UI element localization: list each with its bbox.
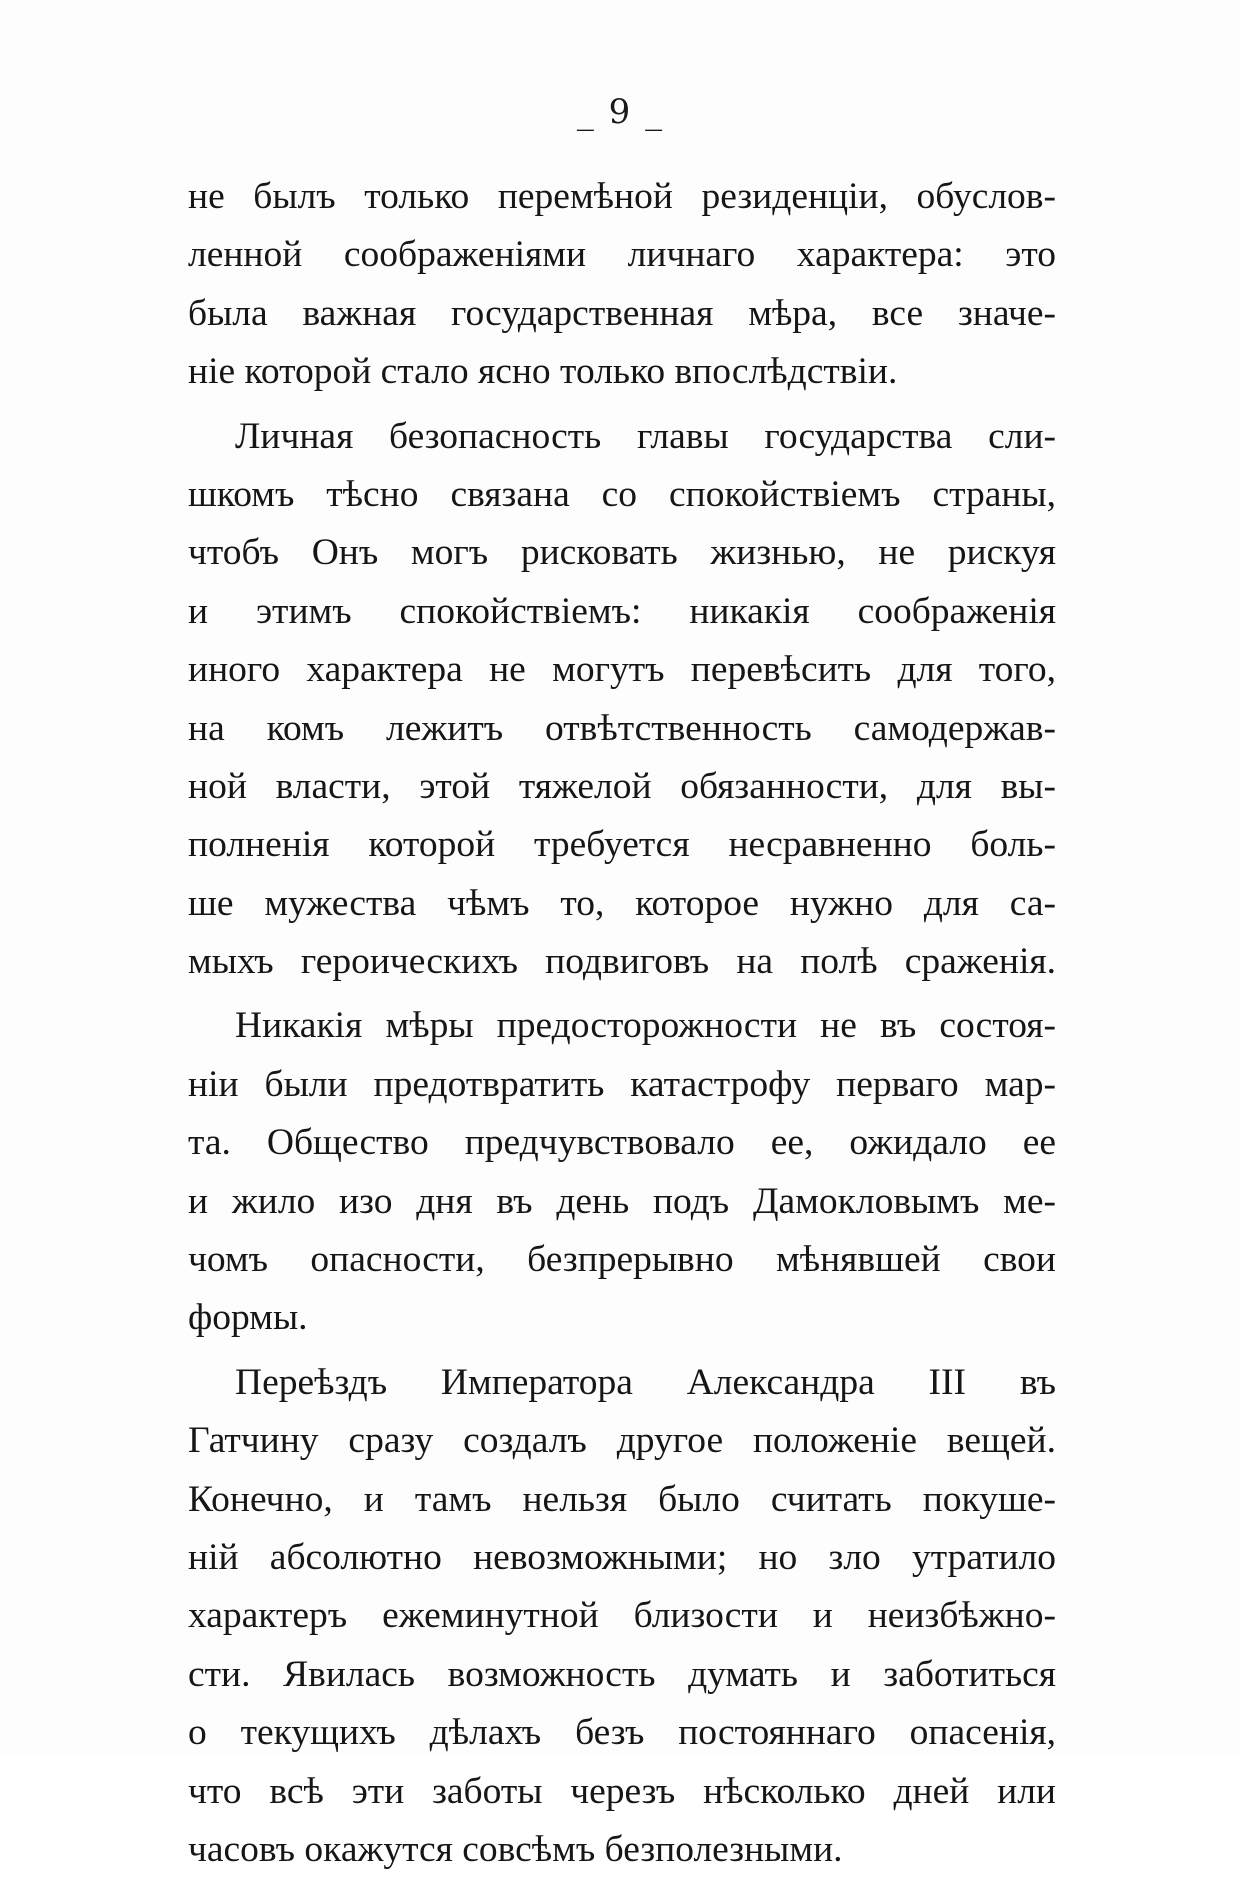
text-line: Переѣздъ Императора Александра III въ (235, 1361, 1056, 1403)
paragraph-2 (188, 408, 1056, 992)
paragraph-4 (188, 1354, 1056, 1880)
text-line: формы. (188, 1297, 308, 1339)
text-line: о текущихъ дѣлахъ безъ постояннаго опасенія, (188, 1712, 1056, 1754)
page-number: _ 9 _ (576, 92, 665, 132)
text-line: была важная государственная мѣра, все значе- (188, 292, 1056, 334)
text-line: чтобъ Онъ могъ рисковать жизнью, не рискуя (188, 532, 1056, 574)
text-line: ной власти, этой тяжелой обязанности, для вы- (188, 765, 1056, 807)
body-text (188, 168, 1056, 1885)
text-line: не былъ только перемѣной резиденціи, обуслов- (188, 176, 1056, 217)
text-line: ленной соображеніями личнаго характера: это (188, 234, 1056, 276)
text-line: ніи были предотвратить катастрофу перваго мар- (188, 1063, 1056, 1105)
text-line: Личная безопасность главы государства сли- (235, 415, 1056, 457)
text-line: и жило изо дня въ день подъ Дамокловымъ ме- (188, 1180, 1056, 1222)
text-line: Конечно, и тамъ нельзя было считать покуше- (188, 1478, 1056, 1520)
text-line: полненія которой требуется несравненно боль- (188, 824, 1056, 866)
paragraph-1 (188, 168, 1056, 402)
paragraph-3 (188, 997, 1056, 1347)
text-line: чомъ опасности, безпрерывно мѣнявшей свои (188, 1239, 1056, 1281)
text-line: ніе которой стало ясно только впослѣдствіи. (188, 351, 898, 393)
text-line: и этимъ спокойствіемъ: никакія соображенія (188, 590, 1056, 632)
text-line: характеръ ежеминутной близости и неизбѣжно- (188, 1595, 1056, 1637)
text-line: мыхъ героическихъ подвиговъ на полѣ сраженія. (188, 941, 1056, 983)
text-line: Гатчину сразу создалъ другое положеніе вещей. (188, 1420, 1056, 1462)
text-line: часовъ окажутся совсѣмъ безполезными. (188, 1828, 843, 1870)
text-line: сти. Явилась возможность думать и заботиться (188, 1653, 1056, 1695)
text-line: ній абсолютно невозможными; но зло утратило (188, 1536, 1056, 1578)
text-line: шкомъ тѣсно связана со спокойствіемъ страны, (188, 473, 1056, 515)
text-line: та. Общество предчувствовало ее, ожидало ее (188, 1122, 1056, 1164)
text-line: что всѣ эти заботы черезъ нѣсколько дней или (188, 1770, 1056, 1812)
text-line: иного характера не могутъ перевѣсить для того, (188, 649, 1056, 691)
text-line: на комъ лежитъ отвѣтственность самодержав- (188, 707, 1056, 749)
text-line: ше мужества чѣмъ то, которое нужно для са- (188, 882, 1056, 924)
text-line: Никакія мѣры предосторожности не въ состоя- (235, 1005, 1056, 1047)
